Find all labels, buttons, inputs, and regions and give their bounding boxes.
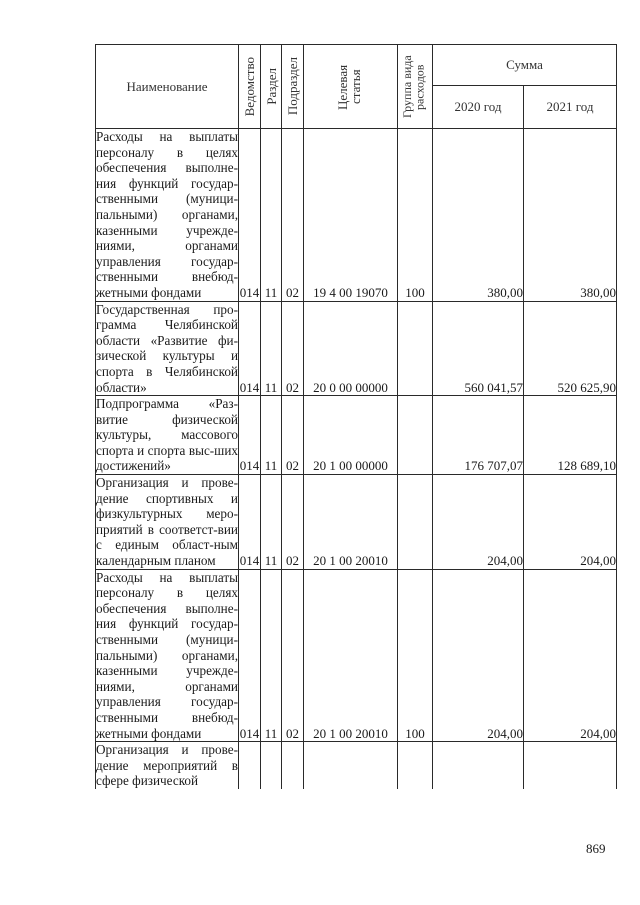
row-section [261,742,282,789]
row-amount-2021: 204,00 [524,569,617,742]
row-section: 11 [261,129,282,302]
row-target-article: 20 0 00 00000 [304,301,398,396]
header-sum: Сумма [433,45,617,86]
header-year-2020: 2020 год [433,86,524,129]
row-name: Расходы на выплаты персоналу в целях обеспечения выполне-ния функций государ-ственными (муници-пальными) органами, казенными учрежде-ниями, органами управления государ-ственными внебюд-жетными фондами [96,569,238,741]
row-amount-2020: 204,00 [433,475,524,570]
row-department: 014 [239,475,261,570]
row-target-article: 20 1 00 20010 [304,569,398,742]
row-expense-group: 100 [398,569,433,742]
row-amount-2020: 380,00 [433,129,524,302]
table-row [96,129,617,302]
header-name: Наименование [96,45,239,129]
row-subsection: 02 [282,396,304,475]
row-subsection: 02 [282,475,304,570]
row-department: 014 [239,301,261,396]
row-expense-group [398,475,433,570]
row-subsection: 02 [282,569,304,742]
table-body [96,129,617,789]
header-section: Раздел [261,45,282,129]
row-section: 11 [261,301,282,396]
row-subsection: 02 [282,301,304,396]
row-amount-2020: 176 707,07 [433,396,524,475]
row-target-article [304,742,398,789]
row-expense-group [398,301,433,396]
row-amount-2021: 380,00 [524,129,617,302]
table-row [96,396,617,475]
row-expense-group: 100 [398,129,433,302]
row-department: 014 [239,129,261,302]
row-name: Подпрограмма «Раз-витие физической культуры, массового спорта и спорта выс-ших достижений» [96,396,238,474]
row-name: Организация и прове-дение мероприятий в сфере физической [96,742,238,789]
header-department: Ведомство [239,45,261,129]
row-department [239,742,261,789]
row-amount-2020: 560 041,57 [433,301,524,396]
page-number: 869 [586,841,606,856]
row-target-article: 20 1 00 20010 [304,475,398,570]
table-row [96,475,617,570]
row-amount-2021: 128 689,10 [524,396,617,475]
row-expense-group [398,742,433,789]
row-section: 11 [261,475,282,570]
row-subsection [282,742,304,789]
row-name: Государственная про-грамма Челябинской области «Развитие фи-зической культуры и спорта в Челябинской области» [96,301,238,395]
table-row [96,301,617,396]
row-amount-2021: 204,00 [524,475,617,570]
row-section: 11 [261,569,282,742]
header-target-article: Целевая статья [304,45,398,129]
row-department: 014 [239,569,261,742]
header-year-2021: 2021 год [524,86,617,129]
row-name: Организация и прове-дение спортивных и физкультурных меро-приятий в соответст-вии с единым област-ным календарным планом [96,475,238,569]
row-amount-2020 [433,742,524,789]
table-header [96,45,617,129]
header-subsection: Подраздел [282,45,304,129]
table-row [96,569,617,742]
row-section: 11 [261,396,282,475]
row-name: Расходы на выплаты персоналу в целях обеспечения выполне-ния функций государ-ственными (муници-пальными) органами, казенными учрежде-ниями, органами управления государ-ственными внебюд-жетными фондами [96,129,238,300]
row-amount-2020: 204,00 [433,569,524,742]
row-department: 014 [239,396,261,475]
row-target-article: 20 1 00 00000 [304,396,398,475]
row-subsection: 02 [282,129,304,302]
budget-table [95,44,617,789]
row-expense-group [398,396,433,475]
row-target-article: 19 4 00 19070 [304,129,398,302]
header-expense-group: Группа вида расходов [398,45,433,129]
row-amount-2021: 520 625,90 [524,301,617,396]
table-row [96,742,617,789]
row-amount-2021 [524,742,617,789]
